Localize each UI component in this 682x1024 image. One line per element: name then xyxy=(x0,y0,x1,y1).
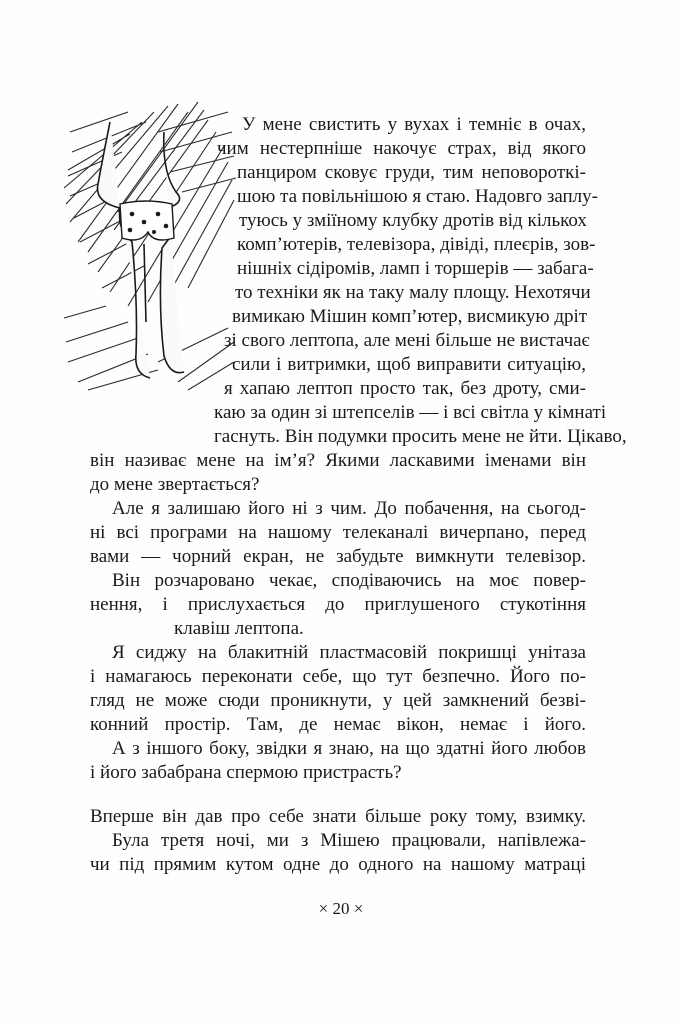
text-line: ні всі програми на нашому телеканалі вичерпано, перед xyxy=(90,522,586,543)
text-line: сили і витримки, щоб виправити ситуацію, xyxy=(232,354,586,375)
text-line: каю за один зі штепселів — і всі світла у кімнаті xyxy=(214,402,607,423)
text-line: до мене звертається? xyxy=(90,474,260,495)
text-line: клавіш лептопа. xyxy=(174,618,304,639)
text-line: нішніх сідіромів, ламп і торшерів — забага- xyxy=(237,258,594,279)
text-line: Була третя ночі, ми з Мішею працювали, напівлежа- xyxy=(112,830,586,851)
text-line: туюсь у зміїному клубку дротів від кількох xyxy=(239,210,587,231)
text-line: і його забабрана спермою пристрасть? xyxy=(90,762,402,783)
text-line: А з іншого боку, звідки я знаю, на що здатні його любов xyxy=(112,738,586,759)
text-line: чим нестерпніше накочує страх, від якого xyxy=(217,138,586,159)
text-line: гаснуть. Він подумки просить мене не йти. Цікаво, xyxy=(214,426,627,447)
illustration-figure xyxy=(58,92,238,392)
text-line: комп’ютерів, телевізора, дівіді, плеєрів, зов- xyxy=(237,234,596,255)
text-line: вимикаю Мішин комп’ютер, висмикую дріт xyxy=(232,306,588,327)
text-line: гляд не може сюди проникнути, у цей замкнений безві- xyxy=(90,690,586,711)
text-line: то техніки як на таку малу площу. Нехотячи xyxy=(235,282,591,303)
text-line: У мене свистить у вухах і темніє в очах, xyxy=(242,114,586,135)
text-line: Він розчаровано чекає, сподіваючись на моє повер- xyxy=(112,570,586,591)
figure-outline xyxy=(97,122,184,378)
text-line: вами — чорний екран, не забудьте вимкнути телевізор. xyxy=(90,546,586,567)
text-line: чи під прямим кутом одне до одного на нашому матраці xyxy=(90,854,586,875)
text-line: Вперше він дав про себе знати більше року тому, взимку. xyxy=(90,806,586,827)
text-line: я хапаю лептоп просто так, без дроту, сми- xyxy=(224,378,586,399)
shorts xyxy=(120,201,174,240)
text-line: конний простір. Там, де немає вікон, немає і його. xyxy=(90,714,586,735)
text-line: він називає мене на ім’я? Якими ласкавими іменами він xyxy=(90,450,586,471)
text-line: і намагаюсь переконати себе, що тут безпечно. Його по- xyxy=(90,666,586,687)
page-number: × 20 × xyxy=(318,899,364,918)
text-line: Але я залишаю його ні з чим. До побачення, на сьогод- xyxy=(112,498,586,519)
text-line: нення, і прислухається до приглушеного стукотіння xyxy=(90,594,586,615)
text-line: шою та повільнішою я стаю. Надовго заплу- xyxy=(237,186,598,207)
text-line: зі свого лептопа, але мені більше не вистачає xyxy=(224,330,590,351)
text-line: Я сиджу на блакитній пластмасовій покришці унітаза xyxy=(112,642,586,663)
hatched-shadow xyxy=(64,102,236,390)
text-line: панциром сковує груди, тим неповороткі- xyxy=(237,162,586,183)
